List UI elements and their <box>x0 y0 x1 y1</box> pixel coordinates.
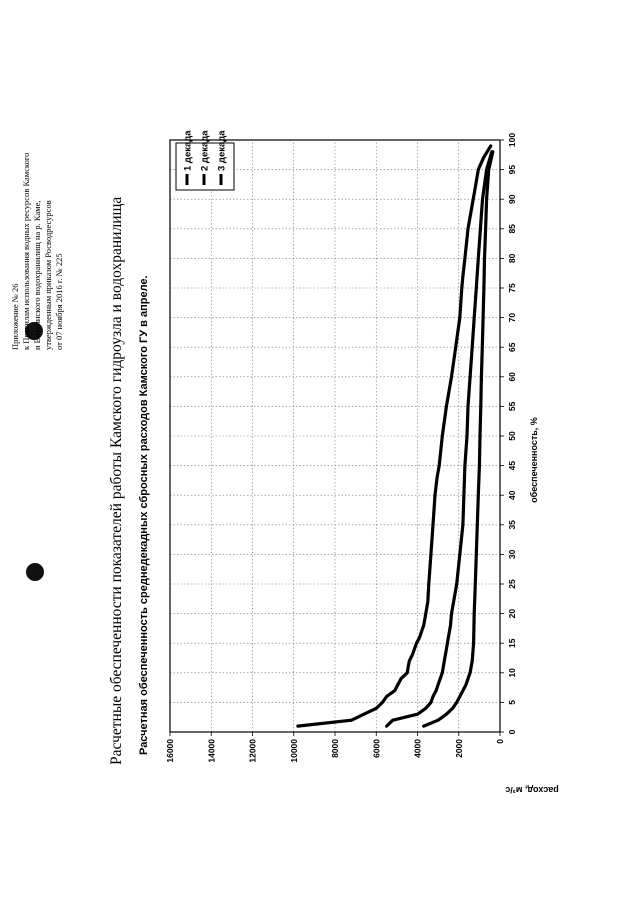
x-tick-label: 35 <box>507 520 517 530</box>
x-tick-label: 20 <box>507 608 517 619</box>
x-tick-label: 25 <box>507 579 517 589</box>
x-tick-label: 50 <box>507 431 517 441</box>
x-tick-label: 90 <box>507 194 517 204</box>
x-tick-label: 75 <box>507 283 517 293</box>
y-tick-label: 16000 <box>165 739 175 763</box>
legend-entry: 1 декада <box>182 130 194 171</box>
x-tick-label: 10 <box>507 668 517 678</box>
x-tick-label: 45 <box>507 460 517 471</box>
x-tick-label: 40 <box>507 490 517 500</box>
legend-entry: 3 декада <box>216 130 228 171</box>
annex-line: Приложение № 26 <box>10 283 20 350</box>
annex-line: к Правилам использования водных ресурсов Камского <box>21 152 31 350</box>
y-tick-label: 2000 <box>453 739 464 758</box>
x-axis-label: обеспеченность, % <box>529 417 539 503</box>
x-tick-label: 55 <box>507 401 517 412</box>
x-tick-label: 30 <box>507 549 517 560</box>
x-tick-label: 85 <box>507 224 517 234</box>
y-ticks <box>165 732 505 763</box>
y-tick-label: 0 <box>495 739 505 744</box>
y-tick-label: 12000 <box>247 739 258 763</box>
grid <box>170 140 500 732</box>
annex-line: и Воткинского водохранилищ на р. Каме, <box>32 200 42 350</box>
x-tick-label: 65 <box>507 342 517 352</box>
y-axis-label: расход, м³/с <box>505 785 559 795</box>
series-line-3 <box>424 152 493 726</box>
annex-line: от 07 ноября 2016 г. № 225 <box>54 253 64 350</box>
chart-title: Расчетная обеспеченность среднедекадных сбросных расходов Камского ГУ в апреле. <box>138 275 150 755</box>
y-tick-label: 10000 <box>288 739 299 763</box>
legend-entry: 2 декада <box>199 130 211 171</box>
annex-line: утвержденным приказом Росводресурсов <box>43 200 53 350</box>
x-tick-label: 15 <box>507 638 517 648</box>
legend <box>176 130 234 190</box>
x-tick-label: 0 <box>507 729 517 735</box>
y-tick-label: 6000 <box>371 739 382 758</box>
x-tick-label: 100 <box>507 132 517 148</box>
x-ticks <box>500 133 517 735</box>
x-tick-label: 5 <box>507 700 517 705</box>
x-tick-label: 80 <box>507 253 517 264</box>
x-tick-label: 70 <box>507 312 517 323</box>
y-tick-label: 14000 <box>206 739 217 763</box>
y-tick-label: 8000 <box>330 739 340 758</box>
document-title: Расчетные обеспеченности показателей работы Камского гидроузла и водохранилища <box>108 196 125 765</box>
series-line-2 <box>387 152 492 726</box>
x-tick-label: 60 <box>507 372 517 382</box>
y-tick-label: 4000 <box>412 739 423 758</box>
x-tick-label: 95 <box>507 164 517 175</box>
